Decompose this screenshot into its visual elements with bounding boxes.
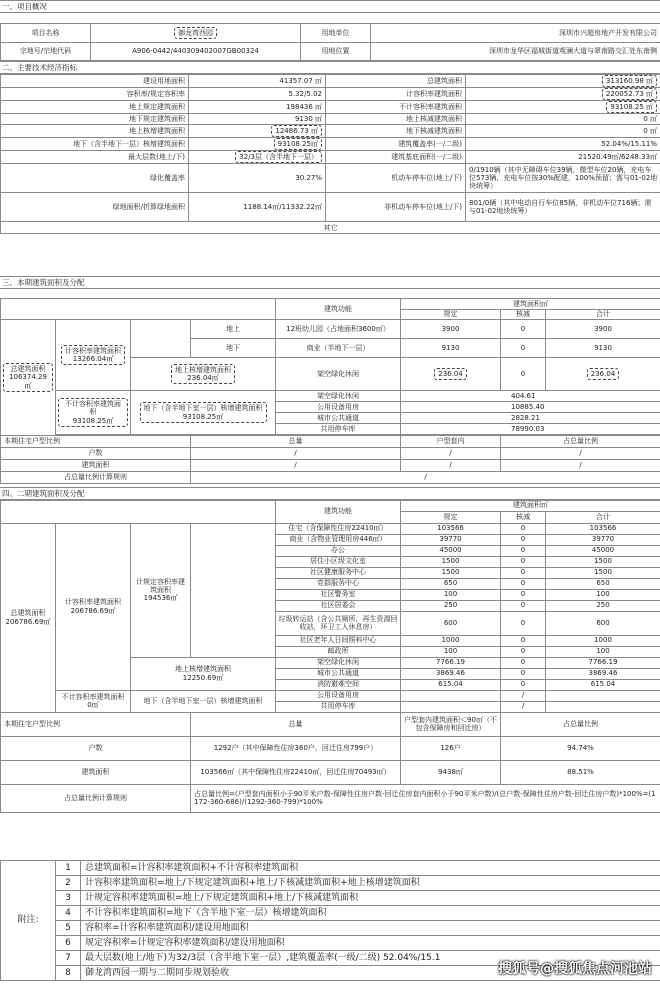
indicator-label2-0: 总建筑面积 bbox=[326, 75, 466, 88]
p2-incr-val: 12250.69㎡ bbox=[182, 673, 224, 682]
other-row: 其它 bbox=[1, 222, 660, 234]
p2-total-13: 615.04 bbox=[546, 679, 660, 690]
phase2-body bbox=[1, 481, 660, 812]
p2-total-15 bbox=[546, 701, 660, 712]
p2-total-label: 总建筑面积 bbox=[10, 609, 46, 618]
note-number: 7 bbox=[56, 951, 81, 966]
indicator-value2-3: 0 ㎡ bbox=[466, 114, 660, 125]
p2-adj-9: 0 bbox=[501, 635, 546, 646]
note-text: 不计容积率建筑面积=地下（含半地下室一层）核增建筑面积 bbox=[81, 906, 660, 921]
p2-total-5: 650 bbox=[546, 578, 660, 589]
p2-adj-0: 0 bbox=[501, 523, 546, 534]
tech-indicators-body bbox=[1, 75, 660, 234]
watermark: 搜狐号@搜狐焦点河池站 bbox=[498, 961, 652, 977]
head-area: 建筑面积㎡ bbox=[401, 299, 660, 310]
indicator-value-6: 32/3层（含半地下一层） bbox=[235, 151, 322, 163]
indicator-label-2: 地上规定建筑面积 bbox=[1, 101, 189, 114]
p2-adj-1: 0 bbox=[501, 534, 546, 545]
p2-plan-7: 250 bbox=[401, 600, 501, 611]
p2-plan-15 bbox=[401, 701, 501, 712]
p2-ba-total: 103566㎡（其中保障性住房22410㎡，回迁住房70493㎡） bbox=[191, 760, 401, 784]
note-text: 最大层数(地上/地下)为32/3层（含半地下室一层）,建筑覆盖率(一级/二级) 52.04%/15.1 bbox=[81, 951, 660, 966]
indicator-value-3: 9130 ㎡ bbox=[189, 114, 326, 125]
p2-total-area bbox=[1, 523, 56, 712]
head-total: 合计 bbox=[546, 310, 660, 320]
p1-list-2: 公用设备用房 bbox=[276, 402, 401, 413]
head-adj: 核减 bbox=[501, 310, 546, 320]
p2-nfa-area bbox=[56, 690, 131, 712]
p1-nfa-area: 不计容积率建筑面积 93108.25㎡ bbox=[58, 398, 128, 426]
indicator-value-4: 12486.73 ㎡ bbox=[271, 125, 322, 137]
p2-func-0: 住宅（含保障性住房22410㎡） bbox=[276, 523, 401, 534]
note-number: 4 bbox=[56, 906, 81, 921]
phase1-area-table bbox=[0, 298, 660, 484]
p1-list-3-val: 2828.21 bbox=[401, 413, 660, 424]
p2-reg-val: 194536㎡ bbox=[143, 594, 178, 603]
p2-total-3: 1500 bbox=[546, 556, 660, 567]
p2-total-2: 45000 bbox=[546, 545, 660, 556]
p2-head-total: 合计 bbox=[546, 511, 660, 523]
p2-adj-14: / bbox=[501, 690, 546, 701]
p1-list-2-val: 10885.40 bbox=[401, 402, 660, 413]
p1-rule-val: / bbox=[191, 472, 660, 484]
p2-house-type: 户型套内建筑面积＜90㎡（不包含保障房和回迁房） bbox=[401, 712, 501, 736]
p2-plan-14 bbox=[401, 690, 501, 701]
indicator-value2-6: 21520.49㎡/6248.33㎡ bbox=[466, 151, 660, 164]
p2-hh-ratio: 94.74% bbox=[501, 736, 660, 760]
p1-r1-total: 3900 bbox=[546, 320, 660, 339]
p2-total-12: 3869.46 bbox=[546, 668, 660, 679]
p2-func-4: 社区健康服务中心 bbox=[276, 567, 401, 578]
indicator-label2-2: 不计容积率建筑面积 bbox=[326, 101, 466, 114]
p1-ba-type: / bbox=[401, 460, 501, 472]
phase2-area-table bbox=[0, 481, 660, 813]
p1-hh-total: / bbox=[191, 448, 401, 460]
p1-r3-func: 架空绿化休闲 bbox=[276, 358, 401, 391]
indicator-value2-5: 52.04%/15.11% bbox=[466, 138, 660, 151]
p2-adj-15: / bbox=[501, 701, 546, 712]
indicator-label2-4: 地下核减建筑面积 bbox=[326, 125, 466, 138]
head-func: 建筑功能 bbox=[276, 299, 401, 320]
p1-list-4-val: 78990.03 bbox=[401, 424, 660, 435]
p1-r2-total: 9130 bbox=[546, 339, 660, 358]
p1-reg-below: 地下 bbox=[191, 339, 276, 358]
p1-r3-total: 236.04 bbox=[587, 368, 620, 380]
p1-house-title: 本期住宅户型比例 bbox=[1, 436, 191, 448]
p2-adj-12: 0 bbox=[501, 668, 546, 679]
p1-house-type: 户型套内 bbox=[401, 436, 501, 448]
indicator-value2-0: 313160.98 ㎡ bbox=[602, 75, 657, 87]
p2-total-val: 206786.69㎡ bbox=[5, 617, 51, 626]
p1-reg-above: 地上 bbox=[191, 320, 276, 339]
p2-house-total: 总量 bbox=[191, 712, 401, 736]
p2-func-11: 架空绿化休闲 bbox=[276, 657, 401, 668]
p1-fa-area: 计容积率建筑面积 13266.04㎡ bbox=[61, 345, 125, 365]
p2-hh-total: 1292户（其中保障性住房360户，回迁住房799户） bbox=[191, 736, 401, 760]
p2-adj-4: 0 bbox=[501, 567, 546, 578]
p1-total-area: 总建筑面积 106374.29㎡ bbox=[3, 363, 53, 391]
head-plan: 规定 bbox=[401, 310, 501, 320]
p2-ba-type: 9438㎡ bbox=[401, 760, 501, 784]
p2-total-10: 100 bbox=[546, 646, 660, 657]
tech-indicators-table bbox=[0, 74, 660, 234]
land-location: 深圳市龙华区福城街道观澜大道与翠南路交汇处东南侧 bbox=[371, 43, 660, 61]
indicator-label2-3: 地上核减建筑面积 bbox=[326, 114, 466, 125]
p1-r1-plan: 3900 bbox=[401, 320, 501, 339]
notes-label: 附注: bbox=[1, 861, 56, 981]
note-number: 6 bbox=[56, 936, 81, 951]
p1-hh-label: 户数 bbox=[1, 448, 191, 460]
p2-total-9: 1000 bbox=[546, 635, 660, 646]
label-project-name: 项目名称 bbox=[1, 24, 91, 43]
label-parcel: 宗地号/宗地代码 bbox=[1, 43, 91, 61]
indicator-value-8: 1188.14㎡/11332.22㎡ bbox=[189, 193, 326, 222]
p2-fa-val: 206786.69㎡ bbox=[70, 606, 116, 615]
note-number: 2 bbox=[56, 876, 81, 891]
indicator-label-4: 地上核增建筑面积 bbox=[1, 125, 189, 138]
p2-plan-5: 650 bbox=[401, 578, 501, 589]
indicator-label-6: 最大层数(地上/下) bbox=[1, 151, 189, 164]
indicator-label-3: 地下规定建筑面积 bbox=[1, 114, 189, 125]
p2-plan-1: 39770 bbox=[401, 534, 501, 545]
p2-plan-13: 615.04 bbox=[401, 679, 501, 690]
p2-adj-3: 0 bbox=[501, 556, 546, 567]
section-3-title: 三、本期建筑面积及分配 bbox=[0, 276, 660, 289]
p2-adj-5: 0 bbox=[501, 578, 546, 589]
land-unit: 深圳市兴超房地产开发有限公司 bbox=[371, 24, 660, 43]
indicator-label2-6: 建筑基底面积(一/二级) bbox=[326, 151, 466, 164]
indicator-value-2: 198436 ㎡ bbox=[189, 101, 326, 114]
p2-head-area: 建筑面积㎡ bbox=[401, 500, 660, 511]
p2-head-plan: 规定 bbox=[401, 511, 501, 523]
section-1-title: 一、项目概况 bbox=[0, 0, 660, 13]
p2-nfa-label: 不计容积率建筑面积 bbox=[61, 692, 125, 701]
p2-adj-11: 0 bbox=[501, 657, 546, 668]
p2-plan-10: 100 bbox=[401, 646, 501, 657]
p2-total-0: 103566 bbox=[546, 523, 660, 534]
p1-r2-adj: 0 bbox=[501, 339, 546, 358]
p2-func-10: 邮政所 bbox=[276, 646, 401, 657]
note-text: 计规定容积率建筑面积=地上/下规定建筑面积+地上/下核减建筑面积 bbox=[81, 891, 660, 906]
label-land-unit: 用地单位 bbox=[301, 24, 371, 43]
note-number: 8 bbox=[56, 966, 81, 981]
p2-func-2: 办公 bbox=[276, 545, 401, 556]
p1-incr-area: 地上核增建筑面积 236.04㎡ bbox=[171, 364, 235, 384]
p2-plan-3: 1500 bbox=[401, 556, 501, 567]
p2-reg-area bbox=[131, 523, 191, 657]
p1-ba-total: / bbox=[191, 460, 401, 472]
indicator-label-1: 容积率/规定容积率 bbox=[1, 88, 189, 101]
p1-list-1-val: 404.61 bbox=[401, 391, 660, 402]
p2-ba-ratio: 88.51% bbox=[501, 760, 660, 784]
indicator-label2-8: 非机动车停车位(地上/下) bbox=[326, 193, 466, 222]
p2-total-11: 7766.19 bbox=[546, 657, 660, 668]
p2-incr-area bbox=[131, 657, 276, 690]
p1-ug-area: 地下（含半地下室一层）核增建筑面积 93108.25㎡ bbox=[140, 402, 267, 422]
note-text: 规定容积率=计规定容积率建筑面积/建设用地面积 bbox=[81, 936, 660, 951]
indicator-value-5: 93108.25㎡ bbox=[274, 138, 322, 150]
p2-func-13: 消防避难空间 bbox=[276, 679, 401, 690]
p2-total-8: 600 bbox=[546, 611, 660, 635]
note-number: 5 bbox=[56, 921, 81, 936]
p2-nfa-val: 0㎡ bbox=[87, 701, 99, 709]
p2-func-15: 共用停车库 bbox=[276, 701, 401, 712]
p2-plan-0: 103566 bbox=[401, 523, 501, 534]
note-text: 容积率=计容积率建筑面积/建设用地面积 bbox=[81, 921, 660, 936]
indicator-value2-2: 93108.25 ㎡ bbox=[606, 101, 657, 113]
p1-house-ratio: 占总量比例 bbox=[501, 436, 660, 448]
p1-r2-func: 商业（半地下一层） bbox=[276, 339, 401, 358]
p1-r1-func: 12班幼儿园（占地面积3600㎡） bbox=[276, 320, 401, 339]
p1-list-4: 共用停车库 bbox=[276, 424, 401, 435]
indicator-value2-4: 0 ㎡ bbox=[466, 125, 660, 138]
note-number: 3 bbox=[56, 891, 81, 906]
p1-list-1: 架空绿化休闲 bbox=[276, 391, 401, 402]
p2-plan-12: 3869.46 bbox=[401, 668, 501, 679]
p2-hh-label: 户数 bbox=[1, 736, 191, 760]
p2-adj-6: 0 bbox=[501, 589, 546, 600]
p2-plan-4: 1500 bbox=[401, 567, 501, 578]
p2-plan-9: 1000 bbox=[401, 635, 501, 646]
p2-fa-label: 计容积率建筑面积 bbox=[65, 598, 121, 607]
p2-plan-11: 7766.19 bbox=[401, 657, 501, 668]
p1-hh-type: / bbox=[401, 448, 501, 460]
p1-house-total: 总量 bbox=[191, 436, 401, 448]
p2-incr-label: 地上核增建筑面积 bbox=[175, 665, 231, 674]
p2-ug-label: 地下（含半地下室一层）核增建筑面积 bbox=[131, 690, 276, 712]
p2-total-6: 100 bbox=[546, 589, 660, 600]
note-text: 计容积率建筑面积=地上/下规定建筑面积+地上/下核减建筑面积+地上核增建筑面积 bbox=[81, 876, 660, 891]
indicator-value2-8: 801/0辆（其中电动自行车位85辆，非机动车位716辆；需与01-02地块统筹） bbox=[466, 193, 660, 222]
note-text: 总建筑面积=计容积率建筑面积+不计容积率建筑面积 bbox=[81, 861, 660, 876]
project-overview-table bbox=[0, 23, 660, 61]
p1-r1-adj: 0 bbox=[501, 320, 546, 339]
p2-func-14: 公用设备用房 bbox=[276, 690, 401, 701]
p2-hh-type: 126户 bbox=[401, 736, 501, 760]
indicator-value2-7: 0/1910辆（其中无障碍车位39辆，微型车位20辆，充电车位573辆，充电车位按30%配建，100%预留；需与01-02地块统筹） bbox=[466, 164, 660, 193]
p2-adj-10: 0 bbox=[501, 646, 546, 657]
p2-func-3: 居住小区级文化室 bbox=[276, 556, 401, 567]
parcel-code: A906-0442/440309402007GB00324 bbox=[91, 43, 301, 61]
indicator-label-7: 绿化覆盖率 bbox=[1, 164, 189, 193]
indicator-value-0: 41357.07 ㎡ bbox=[189, 75, 326, 88]
section-4-title: 四、二期建筑面积及分配 bbox=[0, 487, 660, 500]
p2-head-adj: 核减 bbox=[501, 511, 546, 523]
p2-adj-7: 0 bbox=[501, 600, 546, 611]
p2-adj-8: 0 bbox=[501, 611, 546, 635]
indicator-label-5: 地下（含半地下一层）核增建筑面积 bbox=[1, 138, 189, 151]
indicator-label2-1: 计容积率建筑面积 bbox=[326, 88, 466, 101]
p1-list-3: 城市公共通道 bbox=[276, 413, 401, 424]
p2-adj-13: 0 bbox=[501, 679, 546, 690]
p2-rule-label: 占总量比例计算规则 bbox=[1, 784, 191, 812]
p2-reg-label: 计规定容积率建筑面积 bbox=[136, 577, 185, 594]
indicator-label2-7: 机动车停车位(地上/下) bbox=[326, 164, 466, 193]
p2-plan-6: 100 bbox=[401, 589, 501, 600]
p1-ba-label: 建筑面积 bbox=[1, 460, 191, 472]
p1-r2-plan: 9130 bbox=[401, 339, 501, 358]
p2-fa-area bbox=[56, 523, 131, 690]
p2-house-title: 本期住宅户型比例 bbox=[1, 712, 191, 736]
p2-total-7: 250 bbox=[546, 600, 660, 611]
p2-func-1: 商业（含物业管理用房446㎡） bbox=[276, 534, 401, 545]
indicator-label-8: 绿地面积/折算绿地面积 bbox=[1, 193, 189, 222]
p2-adj-2: 0 bbox=[501, 545, 546, 556]
p2-house-ratio: 占总量比例 bbox=[501, 712, 660, 736]
label-location: 用地位置 bbox=[301, 43, 371, 61]
p1-r3-adj: 0 bbox=[501, 358, 546, 391]
p2-total-4: 1500 bbox=[546, 567, 660, 578]
indicator-value2-1: 220052.73 ㎡ bbox=[602, 88, 657, 100]
p2-rule-val: 占总量比例=(户型套内面积小于90平米户数-保障性住房户数-回迁住房套内面积小于90平米户数)/(总户数-保障性住房户数-回迁住房户数)*100%=(1172-360-686)/(1292-360-799)*100% bbox=[191, 784, 660, 812]
p2-ba-label: 建筑面积 bbox=[1, 760, 191, 784]
p2-head-func: 建筑功能 bbox=[276, 500, 401, 523]
p2-total-14 bbox=[546, 690, 660, 701]
p2-plan-2: 45000 bbox=[401, 545, 501, 556]
section-2-title: 二、主要技术经济指标 bbox=[0, 61, 660, 74]
p1-ba-ratio: / bbox=[501, 460, 660, 472]
indicator-label2-5: 建筑覆盖率(一/二级) bbox=[326, 138, 466, 151]
note-number: 1 bbox=[56, 861, 81, 876]
p1-hh-ratio: / bbox=[501, 448, 660, 460]
p2-plan-8: 600 bbox=[401, 611, 501, 635]
p1-r3-plan: 236.04 bbox=[434, 368, 467, 380]
p2-total-1: 39770 bbox=[546, 534, 660, 545]
p2-func-7: 社区居委会 bbox=[276, 600, 401, 611]
project-name: 御龙湾西园 bbox=[174, 27, 217, 39]
p2-func-8: 垃圾转运站（含公共厕所，再生资源回收站，环卫工人休息房） bbox=[276, 611, 401, 635]
indicator-value-7: 30.27% bbox=[189, 164, 326, 193]
p1-rule-label: 占总量比例计算规则 bbox=[1, 472, 191, 484]
indicator-value-1: 5.32/5.02 bbox=[189, 88, 326, 101]
p2-func-5: 党群服务中心 bbox=[276, 578, 401, 589]
note-text: 御龙湾西园一期与二期同步规划验收 bbox=[81, 966, 660, 981]
indicator-label-0: 建设用地面积 bbox=[1, 75, 189, 88]
p2-func-12: 城市公共通道 bbox=[276, 668, 401, 679]
p2-func-9: 社区老年人日间照料中心 bbox=[276, 635, 401, 646]
p2-func-6: 社区警务室 bbox=[276, 589, 401, 600]
